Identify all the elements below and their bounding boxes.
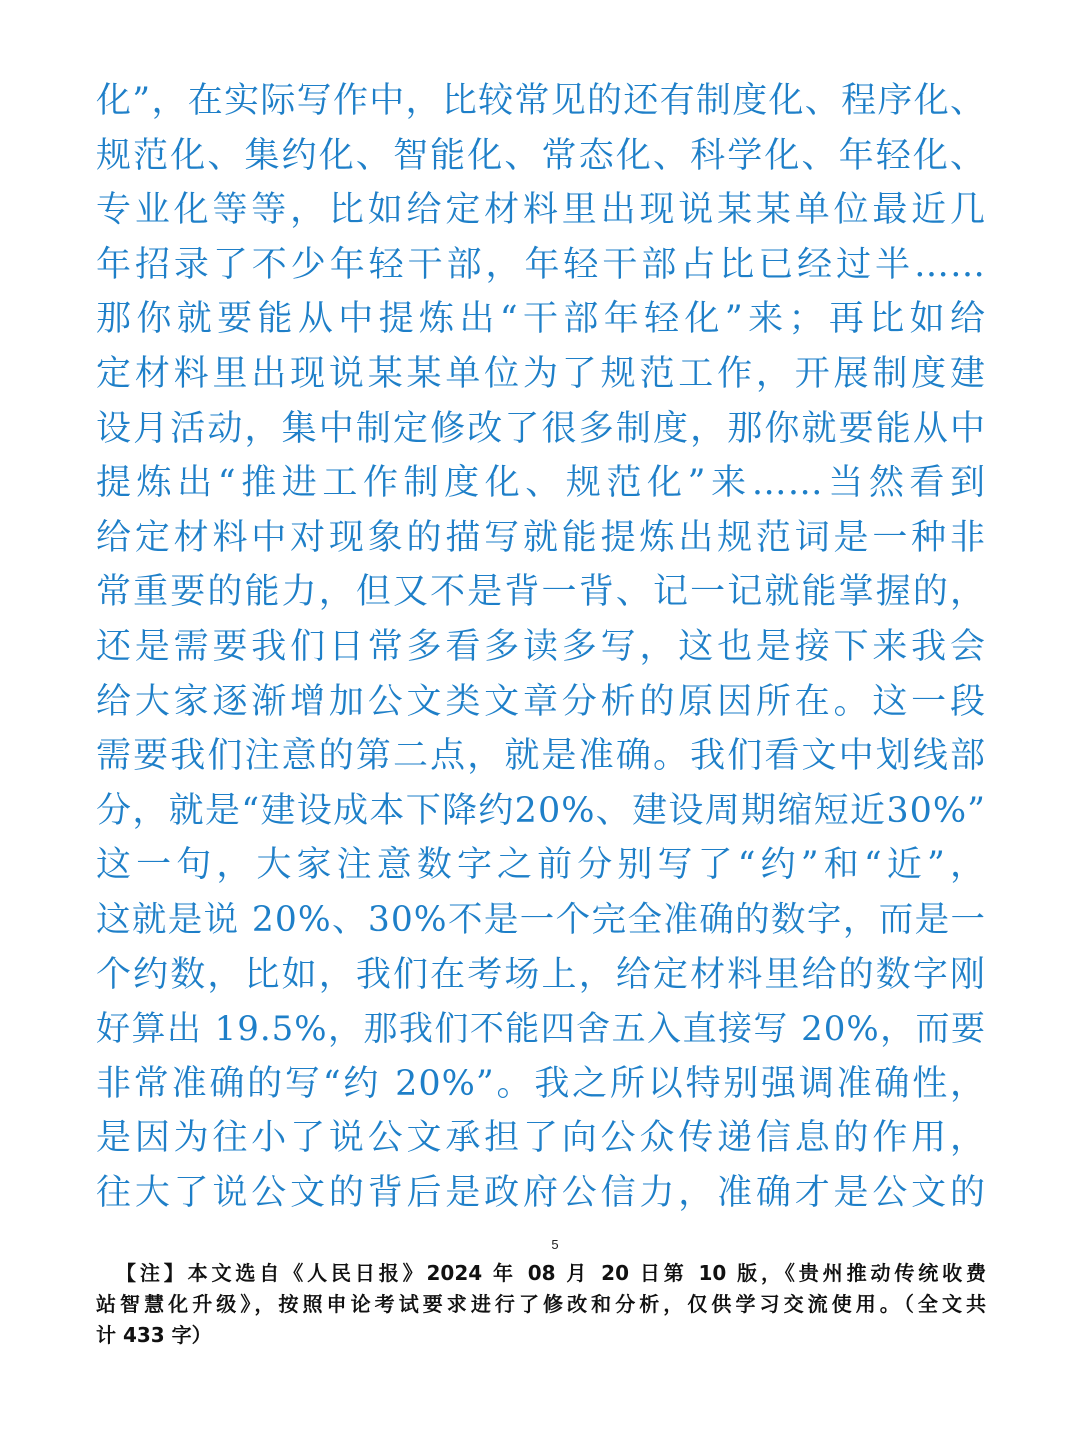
- body-line: 年招录了不少年轻干部，年轻干部占比已经过半……: [96, 244, 986, 285]
- body-line: 往大了说公文的背后是政府公信力，准确才是公文的: [96, 1172, 986, 1213]
- footnote-line: 站智慧化升级》，按照申论考试要求进行了修改和分析，仅供学习交流使用。（全文共: [96, 1292, 986, 1316]
- body-line: 非常准确的写“约 20%”。我之所以特别强调准确性，: [96, 1063, 986, 1104]
- body-line: 个约数，比如，我们在考场上，给定材料里给的数字刚: [96, 954, 986, 995]
- footnote: [96, 1258, 986, 1351]
- body-line: 好算出 19.5%，那我们不能四舍五入直接写 20%，而要: [96, 1009, 986, 1050]
- body-line: 需要我们注意的第二点，就是准确。我们看文中划线部: [96, 736, 986, 777]
- body-line: 给定材料中对现象的描写就能提炼出规范词是一种非: [96, 517, 986, 558]
- body-line: 这一句，大家注意数字之前分别写了“约”和“近”，: [96, 845, 986, 886]
- body-line: 常重要的能力，但又不是背一背、记一记就能掌握的，: [96, 572, 986, 613]
- footnote-line: 计 433 字）: [96, 1323, 212, 1347]
- body-line: 专业化等等，比如给定材料里出现说某某单位最近几: [96, 190, 986, 231]
- body-line: 是因为往小了说公文承担了向公众传递信息的作用，: [96, 1118, 986, 1159]
- body-line: 化”，在实际写作中，比较常见的还有制度化、程序化、: [96, 81, 986, 121]
- body-line: 分，就是“建设成本下降约20%、建设周期缩短近30%”: [96, 790, 986, 831]
- body-line: 设月活动，集中制定修改了很多制度，那你就要能从中: [96, 408, 986, 449]
- page-number: 5: [551, 1237, 559, 1252]
- body-line: 还是需要我们日常多看多读多写，这也是接下来我会: [96, 626, 986, 667]
- body-line: 定材料里出现说某某单位为了规范工作，开展制度建: [96, 353, 986, 394]
- body-line: 那你就要能从中提炼出“干部年轻化”来；再比如给: [96, 299, 986, 340]
- footnote-line: 【注】本文选自《人民日报》2024 年 08 月 20 日第 10 版，《贵州推动传统收费: [116, 1261, 986, 1285]
- body-line: 提炼出“推进工作制度化、规范化”来……当然看到: [96, 463, 986, 504]
- body-line: 给大家逐渐增加公文类文章分析的原因所在。这一段: [96, 681, 986, 722]
- body-line: 这就是说 20%、30%不是一个完全准确的数字，而是一: [96, 899, 986, 940]
- body-line: 规范化、集约化、智能化、常态化、科学化、年轻化、: [96, 135, 986, 176]
- body-text: [96, 74, 986, 1220]
